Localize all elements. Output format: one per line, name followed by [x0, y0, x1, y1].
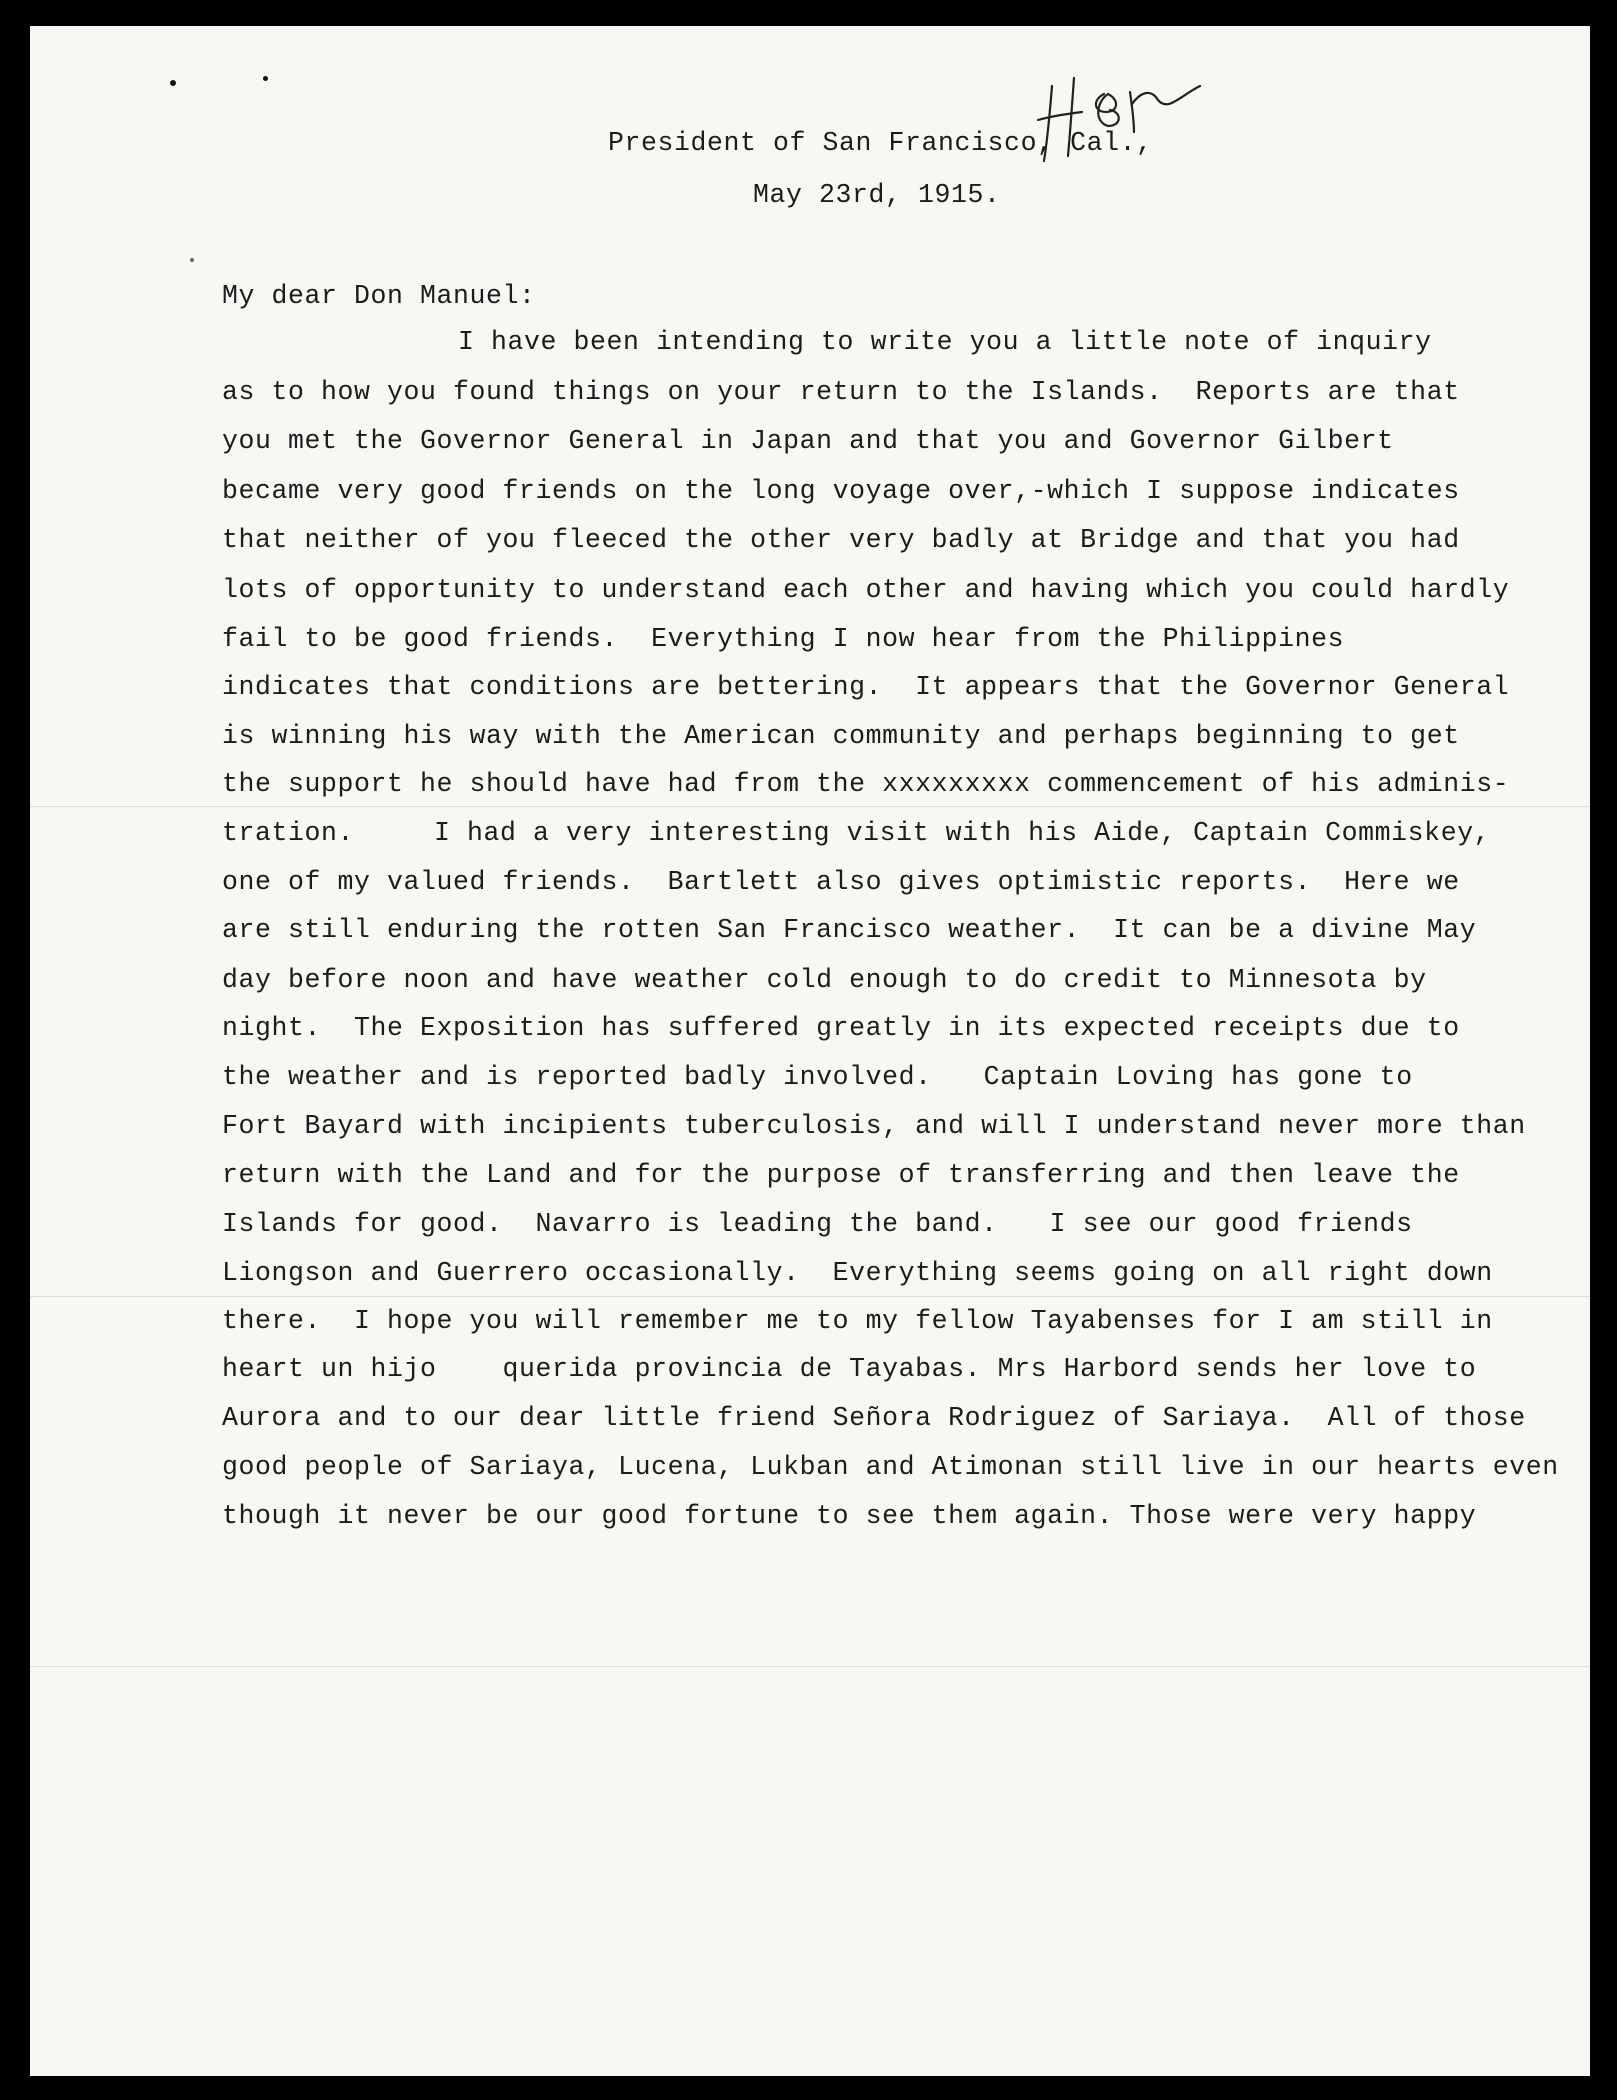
letter-date: May 23rd, 1915.	[753, 180, 1001, 210]
letter-place: President of San Francisco, Cal.,	[608, 128, 1153, 158]
handwritten-annotation	[1030, 56, 1230, 176]
scan-line	[30, 1296, 1590, 1297]
body-line	[222, 820, 1490, 847]
body-line: as to how you found things on your return to the Islands. Reports are that	[222, 377, 1460, 407]
body-line-part: Captain Loving has gone to	[983, 1062, 1413, 1092]
scan-line	[30, 1666, 1590, 1667]
body-line: I have been intending to write you a little note of inquiry	[458, 327, 1432, 357]
body-line: though it never be our good fortune to see them again. Those were very happy	[222, 1501, 1477, 1531]
body-line: there. I hope you will remember me to my fellow Tayabenses for I am still in	[222, 1306, 1493, 1336]
scan-line	[30, 806, 1590, 807]
body-line: one of my valued friends. Bartlett also gives optimistic reports. Here we	[222, 867, 1460, 897]
letter-page	[30, 26, 1590, 2076]
body-line: Fort Bayard with incipients tuberculosis, and will I understand never more than	[222, 1111, 1526, 1141]
body-line-part: tration.	[222, 818, 355, 848]
ink-speck	[263, 76, 268, 81]
body-line: lots of opportunity to understand each other and having which you could hardly	[222, 575, 1510, 605]
body-line	[222, 1064, 1413, 1091]
body-line: Liongson and Guerrero occasionally. Everything seems going on all right down	[222, 1258, 1493, 1288]
body-line: is winning his way with the American community and perhaps beginning to get	[222, 721, 1460, 751]
body-line: that neither of you fleeced the other very badly at Bridge and that you had	[222, 525, 1460, 555]
body-line-part: querida provincia de Tayabas. Mrs Harbord sends her love to	[502, 1354, 1477, 1384]
salutation: My dear Don Manuel:	[222, 281, 536, 311]
body-line: Aurora and to our dear little friend Señora Rodriguez of Sariaya. All of those	[222, 1403, 1526, 1433]
body-line: night. The Exposition has suffered greatly in its expected receipts due to	[222, 1013, 1460, 1043]
body-line-part: the weather and is reported badly involved.	[222, 1062, 932, 1092]
ink-speck	[170, 80, 176, 86]
body-line-part: Islands for good. Navarro is leading the band.	[222, 1209, 998, 1239]
body-line	[222, 1211, 1413, 1238]
body-line: indicates that conditions are bettering. It appears that the Governor General	[222, 672, 1510, 702]
body-line: day before noon and have weather cold enough to do credit to Minnesota by	[222, 965, 1427, 995]
ink-speck	[190, 258, 194, 262]
body-line: became very good friends on the long voyage over,-which I suppose indicates	[222, 476, 1460, 506]
body-line	[222, 1356, 1476, 1383]
body-line: good people of Sariaya, Lucena, Lukban and Atimonan still live in our hearts even	[222, 1452, 1559, 1482]
body-line: you met the Governor General in Japan and that you and Governor Gilbert	[222, 426, 1394, 456]
body-line: return with the Land and for the purpose of transferring and then leave the	[222, 1160, 1460, 1190]
body-line: fail to be good friends. Everything I now hear from the Philippines	[222, 624, 1345, 654]
body-line: the support he should have had from the xxxxxxxxx commencement of his adminis-	[222, 769, 1510, 799]
body-line-part: heart un hijo	[222, 1354, 437, 1384]
body-line-part: I had a very interesting visit with his Aide, Captain Commiskey,	[434, 818, 1491, 848]
body-line: are still enduring the rotten San Francisco weather. It can be a divine May	[222, 915, 1477, 945]
body-line-part: I see our good friends	[1049, 1209, 1413, 1239]
